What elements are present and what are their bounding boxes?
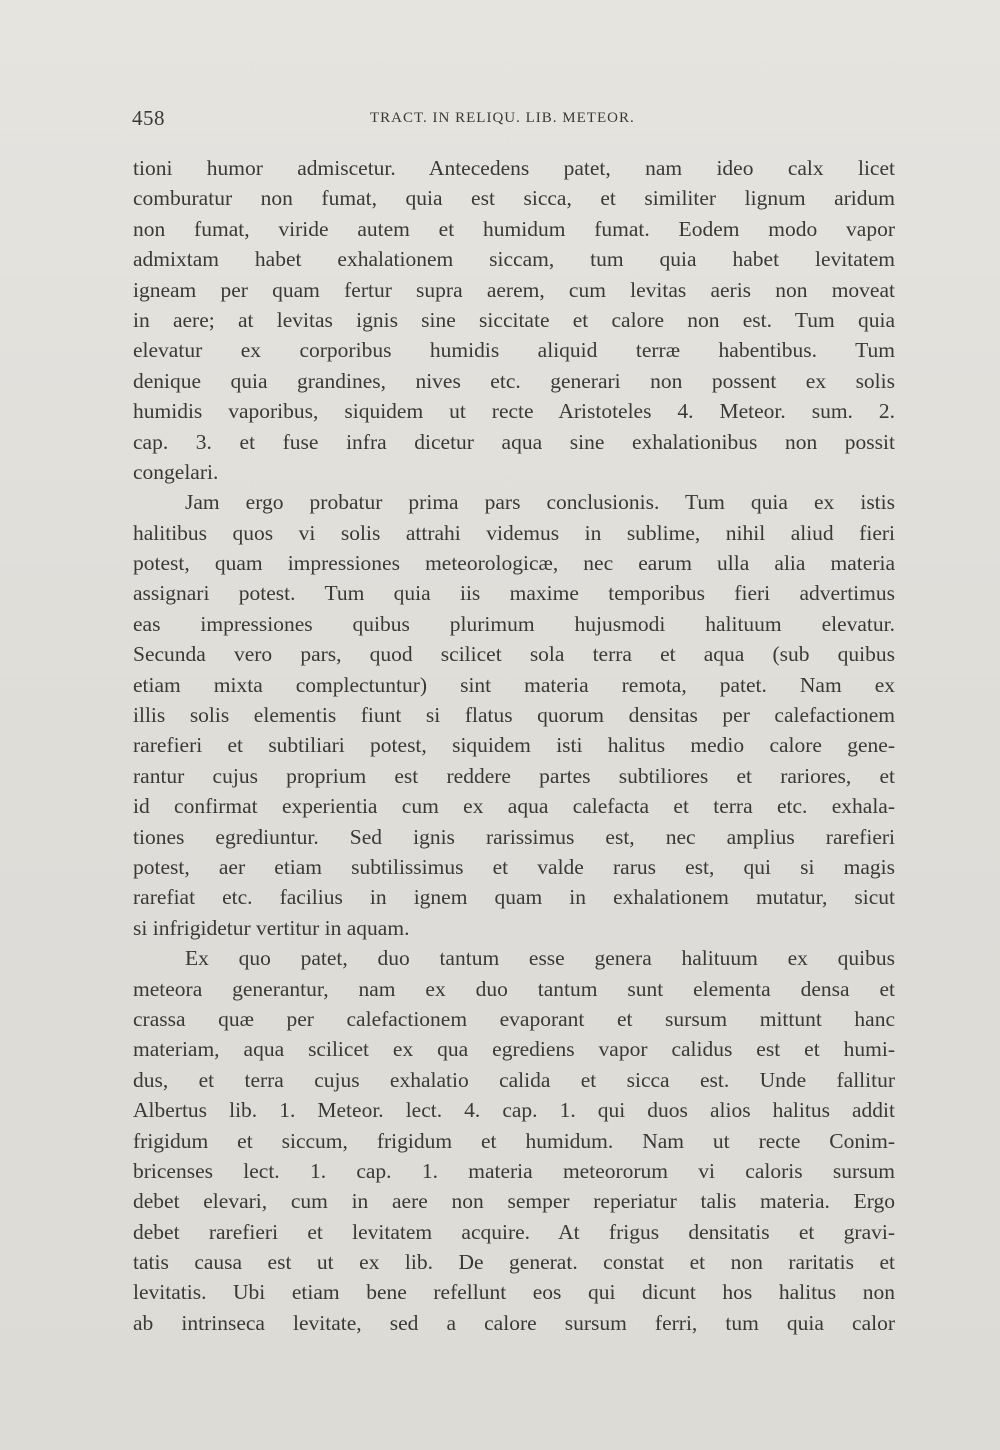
running-title: TRACT. IN RELIQU. LIB. METEOR. bbox=[370, 110, 635, 126]
text-line: assignari potest. Tum quia iis maxime temporibus fieri advertimus bbox=[133, 581, 895, 606]
text-line: Albertus lib. 1. Meteor. lect. 4. cap. 1. qui duos alios halitus addit bbox=[133, 1098, 895, 1123]
text-line: materiam, aqua scilicet ex qua egrediens vapor calidus est et humi- bbox=[133, 1037, 895, 1062]
text-line: levitatis. Ubi etiam bene refellunt eos qui dicunt hos halitus non bbox=[133, 1280, 895, 1305]
paragraph-end-line: congelari. bbox=[133, 459, 219, 484]
text-line: humidis vaporibus, siquidem ut recte Aristoteles 4. Meteor. sum. 2. bbox=[133, 399, 895, 424]
text-line: debet rarefieri et levitatem acquire. At frigus densitatis et gravi- bbox=[133, 1219, 895, 1244]
text-line: bricenses lect. 1. cap. 1. materia meteororum vi caloris sursum bbox=[133, 1158, 895, 1183]
paragraph-start-line: Jam ergo probatur prima pars conclusionis. Tum quia ex istis bbox=[185, 490, 895, 515]
text-line: tiones egrediuntur. Sed ignis rarissimus est, nec amplius rarefieri bbox=[133, 824, 895, 849]
text-line: rantur cujus proprium est reddere partes subtiliores et rariores, et bbox=[133, 763, 895, 788]
text-line: rarefieri et subtiliari potest, siquidem isti halitus medio calore gene- bbox=[133, 733, 895, 758]
text-line: id confirmat experientia cum ex aqua calefacta et terra etc. exhala- bbox=[133, 794, 895, 819]
page-number: 458 bbox=[132, 106, 165, 130]
paragraph-start-line: Ex quo patet, duo tantum esse genera halituum ex quibus bbox=[185, 946, 895, 971]
text-line: frigidum et siccum, frigidum et humidum. Nam ut recte Conim- bbox=[133, 1128, 895, 1153]
text-line: elevatur ex corporibus humidis aliquid terræ habentibus. Tum bbox=[133, 338, 895, 363]
text-line: denique quia grandines, nives etc. generari non possent ex solis bbox=[133, 368, 895, 393]
running-head bbox=[132, 106, 892, 132]
text-line: potest, quam impressiones meteorologicæ, nec earum ulla alia materia bbox=[133, 551, 895, 576]
text-line: Secunda vero pars, quod scilicet sola terra et aqua (sub quibus bbox=[133, 642, 895, 667]
text-line: eas impressiones quibus plurimum hujusmodi halituum elevatur. bbox=[133, 611, 895, 636]
text-line: admixtam habet exhalationem siccam, tum quia habet levitatem bbox=[133, 247, 895, 272]
text-line: illis solis elementis fiunt si flatus quorum densitas per calefactionem bbox=[133, 703, 895, 728]
text-line: tatis causa est ut ex lib. De generat. constat et non raritatis et bbox=[133, 1250, 895, 1275]
text-line: igneam per quam fertur supra aerem, cum levitas aeris non moveat bbox=[133, 277, 895, 302]
text-line: crassa quæ per calefactionem evaporant et sursum mittunt hanc bbox=[133, 1006, 895, 1031]
text-line: rarefiat etc. facilius in ignem quam in exhalationem mutatur, sicut bbox=[133, 885, 895, 910]
body-text bbox=[133, 153, 895, 1338]
text-line: tioni humor admiscetur. Antecedens patet, nam ideo calx licet bbox=[133, 156, 895, 180]
text-line: potest, aer etiam subtilissimus et valde rarus est, qui si magis bbox=[133, 854, 895, 879]
text-line: non fumat, viride autem et humidum fumat. Eodem modo vapor bbox=[133, 216, 895, 241]
text-line: dus, et terra cujus exhalatio calida et sicca est. Unde fallitur bbox=[133, 1067, 895, 1092]
text-line: etiam mixta complectuntur) sint materia remota, patet. Nam ex bbox=[133, 672, 895, 697]
text-line: in aere; at levitas ignis sine siccitate et calore non est. Tum quia bbox=[133, 307, 895, 332]
text-line: halitibus quos vi solis attrahi videmus in sublime, nihil aliud fieri bbox=[133, 520, 895, 545]
text-line: debet elevari, cum in aere non semper reperiatur talis materia. Ergo bbox=[133, 1189, 895, 1214]
text-line: comburatur non fumat, quia est sicca, et similiter lignum aridum bbox=[133, 186, 895, 211]
paragraph-end-line: si infrigidetur vertitur in aquam. bbox=[133, 915, 410, 940]
text-line: ab intrinseca levitate, sed a calore sursum ferri, tum quia calor bbox=[133, 1310, 895, 1335]
text-line: cap. 3. et fuse infra dicetur aqua sine exhalationibus non possit bbox=[133, 429, 895, 454]
text-line: meteora generantur, nam ex duo tantum sunt elementa densa et bbox=[133, 976, 895, 1001]
